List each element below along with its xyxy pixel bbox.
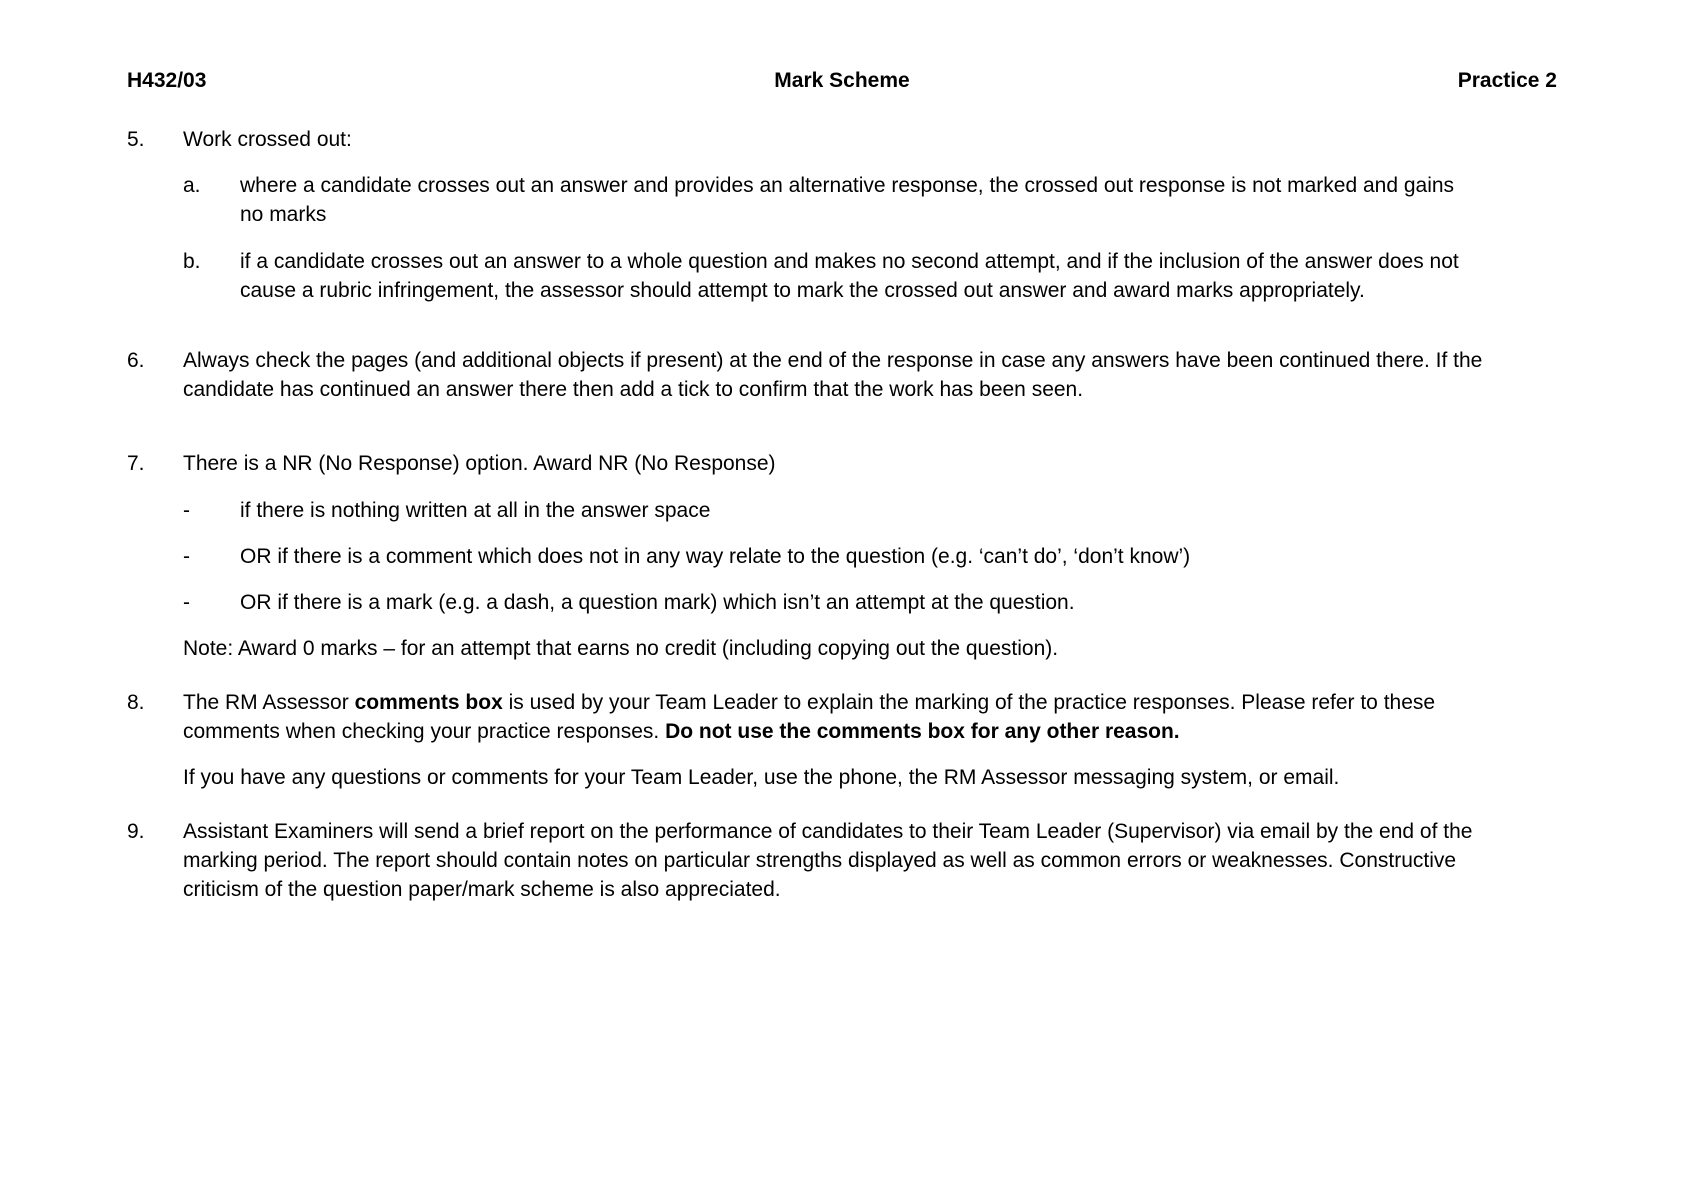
sub-text: where a candidate crosses out an answer and provides an alternative response, the crossed out response is not marked and gains no marks [240, 174, 1455, 226]
sub-text: if there is nothing written at all in the answer space [240, 499, 711, 522]
item-text: Work crossed out: [183, 128, 352, 151]
nr-condition-2 [183, 542, 1567, 571]
nr-condition-1 [183, 496, 1567, 525]
instruction-8 [127, 688, 1567, 792]
document-title: Mark Scheme [774, 69, 910, 92]
instruction-6 [127, 346, 1567, 404]
note-text: Note: Award 0 marks – for an attempt that earns no credit (including copying out the question). [183, 637, 1059, 660]
item-text: Assistant Examiners will send a brief report on the performance of candidates to their Team Leader (Supervisor) via email by the end of the marking period. The report should contain notes on particular strengths displayed as well as common errors or weaknesses. Constructive criticism of the question paper/mark scheme is also appreciated. [183, 820, 1473, 901]
item-text [183, 688, 1483, 746]
instructions-list [127, 125, 1567, 904]
text-segment: The RM Assessor [183, 691, 355, 714]
text-segment: is used by your Team Leader to explain the marking of the practice responses. Please refer to these comments when checking your practice responses. [183, 691, 1436, 743]
bullet-dash: - [183, 545, 190, 568]
sub-text: if a candidate crosses out an answer to a whole question and makes no second attempt, and if the inclusion of the answer does not cause a rubric infringement, the assessor should attempt to mark the crossed out answer and award marks appropriately. [240, 250, 1459, 302]
item-number: 6. [127, 349, 145, 372]
warning-emphasis: Do not use the comments box for any other reason. [665, 720, 1180, 743]
item-text: There is a NR (No Response) option. Award NR (No Response) [183, 452, 776, 475]
item-number: 5. [127, 128, 145, 151]
sub-text: OR if there is a comment which does not in any way relate to the question (e.g. ‘can’t do’, ‘don’t know’) [240, 545, 1191, 568]
nr-condition-3 [183, 588, 1567, 617]
sub-label: b. [183, 250, 201, 273]
instruction-9 [127, 817, 1567, 904]
instruction-7 [127, 449, 1567, 663]
bullet-dash: - [183, 499, 190, 522]
sub-text: OR if there is a mark (e.g. a dash, a question mark) which isn’t an attempt at the question. [240, 591, 1075, 614]
instruction-5 [127, 125, 1567, 305]
paper-code: H432/03 [127, 69, 207, 92]
comments-box-emphasis: comments box [354, 691, 503, 714]
bullet-dash: - [183, 591, 190, 614]
contact-info-text: If you have any questions or comments for your Team Leader, use the phone, the RM Assessor messaging system, or email. [183, 766, 1340, 789]
item-number: 7. [127, 452, 145, 475]
sub-label: a. [183, 174, 201, 197]
practice-label: Practice 2 [1457, 69, 1557, 92]
sub-item-b [183, 247, 1567, 305]
sub-item-a [183, 171, 1567, 229]
item-number: 8. [127, 691, 145, 714]
item-number: 9. [127, 820, 145, 843]
page-header [127, 66, 1557, 96]
item-text: Always check the pages (and additional objects if present) at the end of the response in case any answers have been continued there. If the candidate has continued an answer there then add a tick to confirm that the work has been seen. [183, 349, 1483, 401]
